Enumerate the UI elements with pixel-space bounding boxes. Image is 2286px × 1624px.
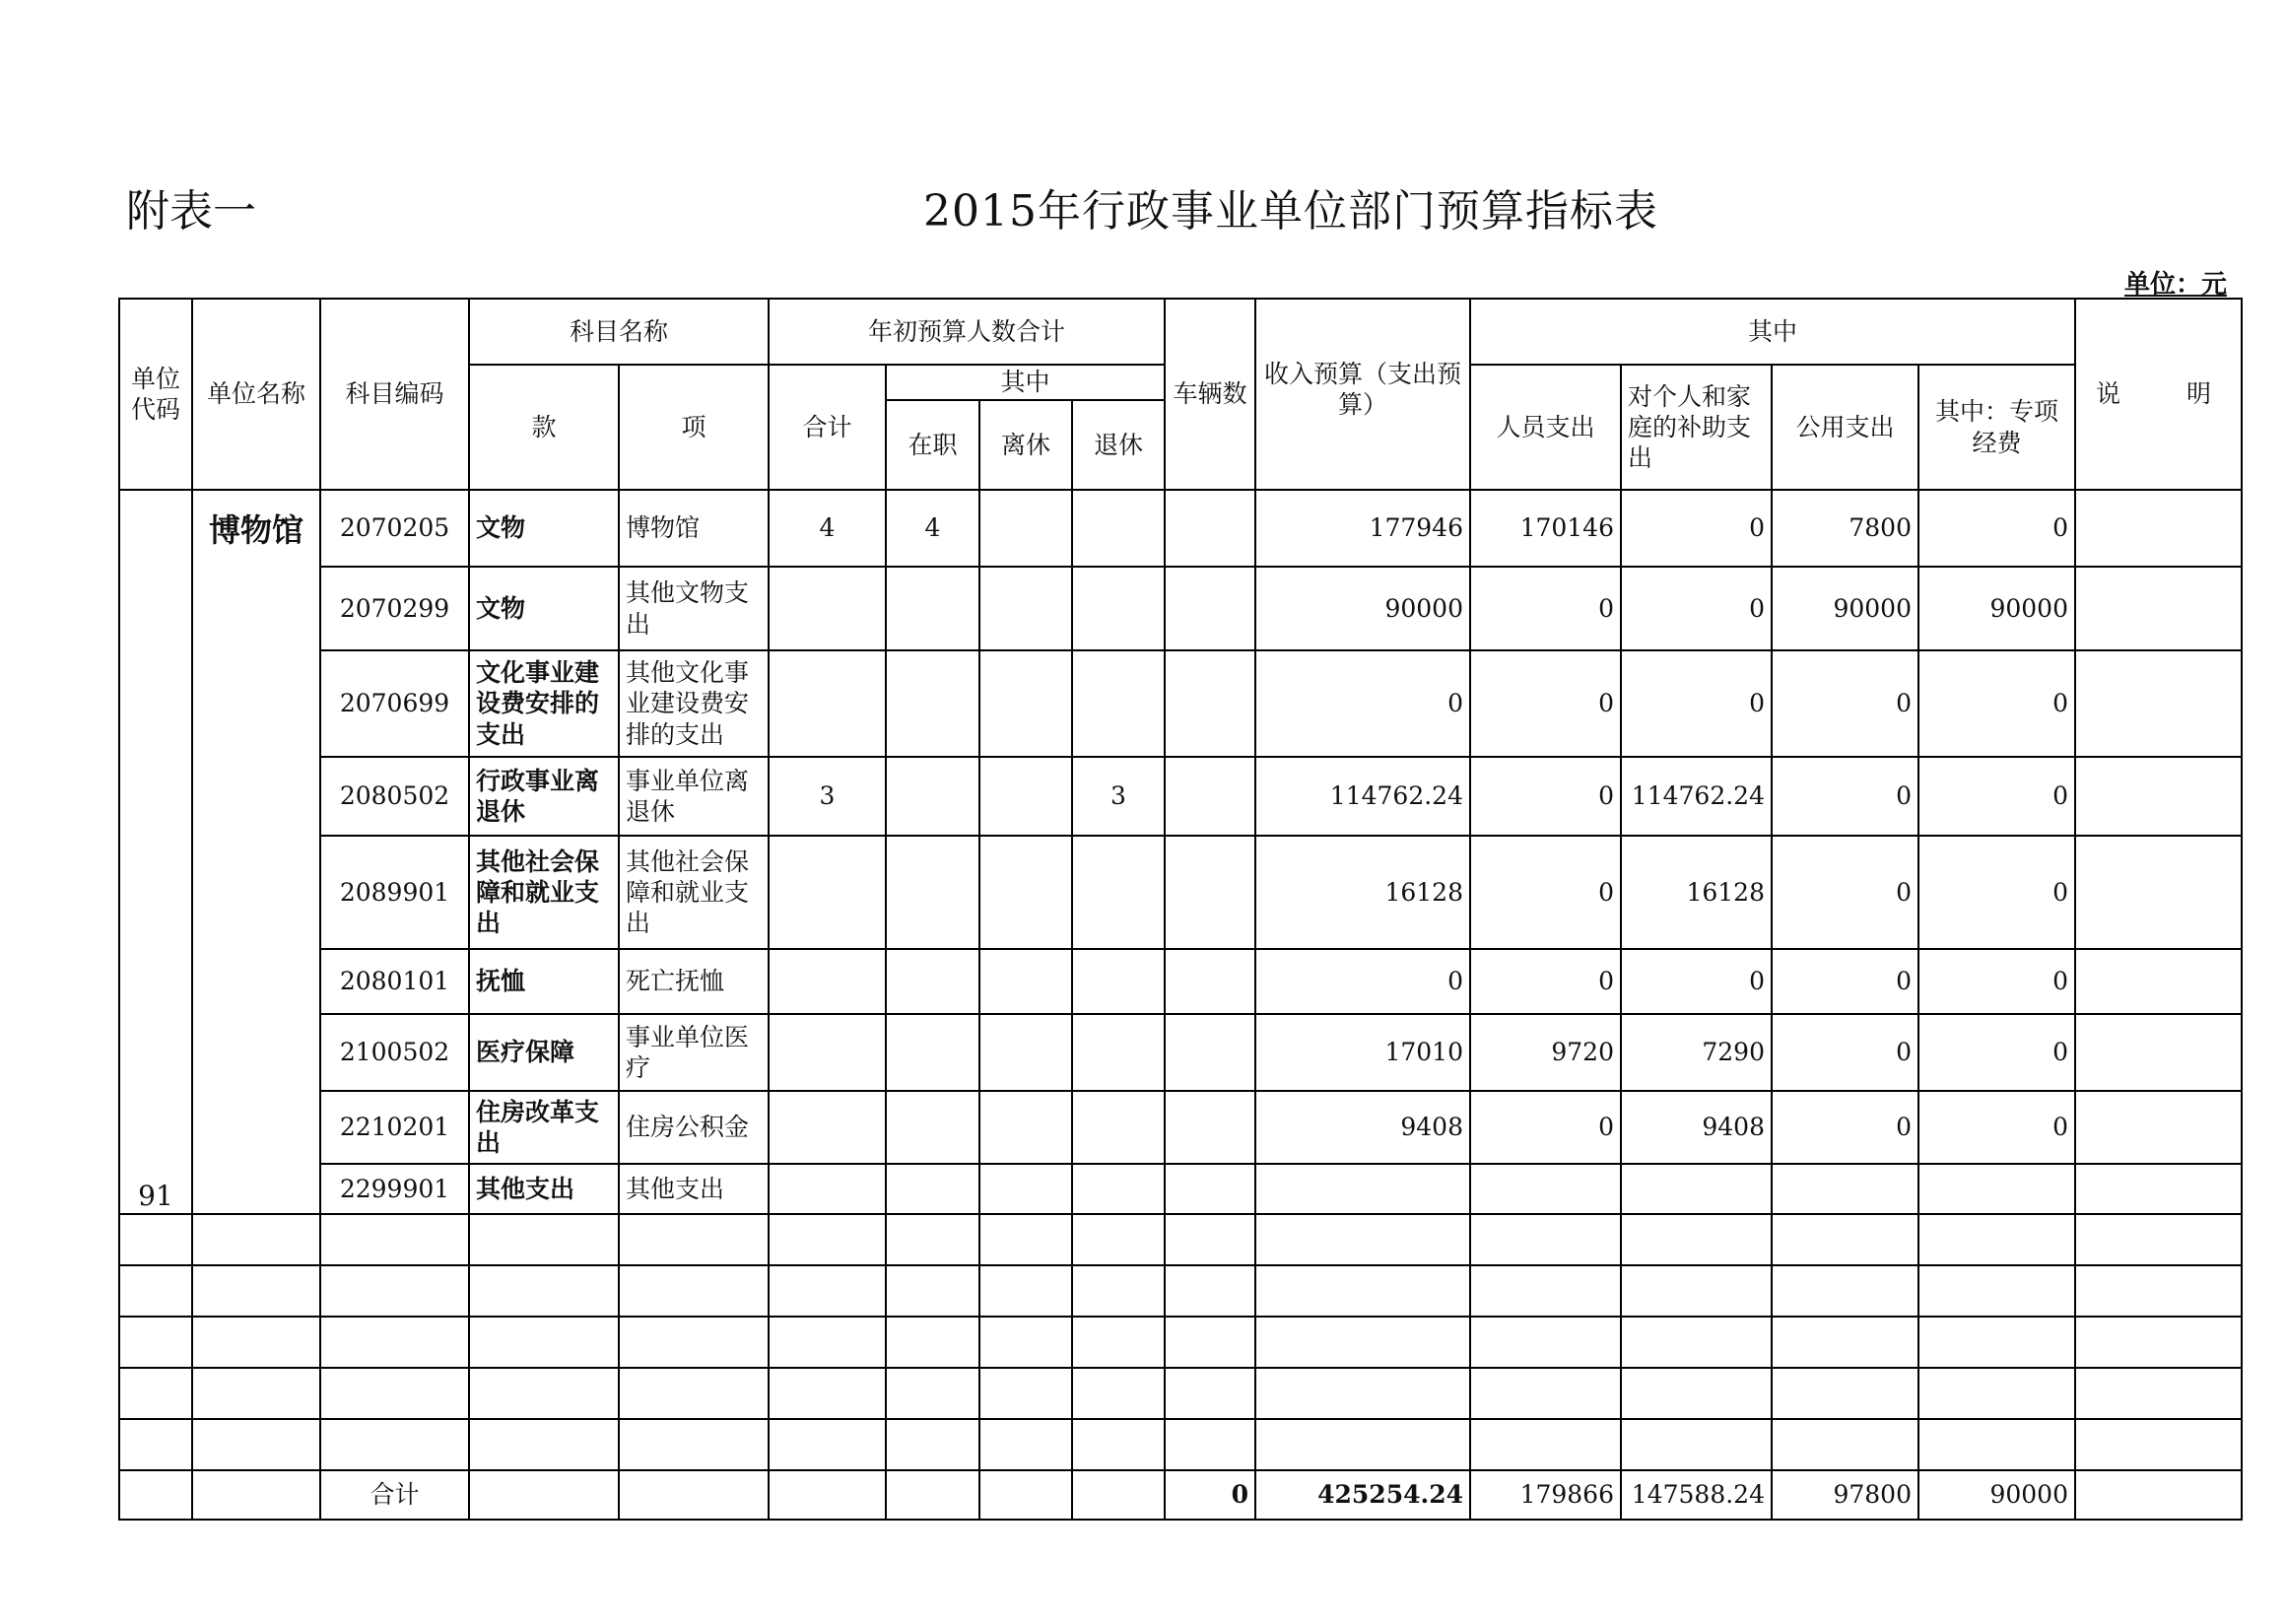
vehicles: [1165, 1014, 1255, 1091]
table-row: [119, 949, 2242, 1014]
header-xiang: 项: [619, 365, 769, 490]
header-income-budget: 收入预算（支出预算）: [1255, 299, 1470, 490]
staff-lixiu: [979, 490, 1072, 567]
public-expense: 0: [1772, 1014, 1918, 1091]
blank-row: [119, 1419, 2242, 1470]
income-budget: 16128: [1255, 836, 1470, 949]
staff-tuixiu: [1072, 1164, 1165, 1214]
table-row: [119, 1164, 2242, 1214]
notes-cell: [2075, 1091, 2242, 1164]
staff-tuixiu: [1072, 949, 1165, 1014]
vehicles: [1165, 949, 1255, 1014]
income-budget: 17010: [1255, 1014, 1470, 1091]
staff-tuixiu: [1072, 567, 1165, 650]
unit-label: 单位：元: [2123, 270, 2227, 300]
notes-cell: [2075, 949, 2242, 1014]
table-row: [119, 757, 2242, 836]
header-staff-total: 合计: [769, 365, 886, 490]
staff-active: [886, 1091, 979, 1164]
special-expense: 0: [1918, 757, 2075, 836]
personnel-expense: 0: [1470, 757, 1621, 836]
subsidy-expense: 0: [1621, 490, 1772, 567]
income-budget: 177946: [1255, 490, 1470, 567]
special-expense: 90000: [1918, 567, 2075, 650]
header-active: 在职: [886, 400, 979, 490]
staff-total: 4: [769, 490, 886, 567]
subsidy-expense: 9408: [1621, 1091, 1772, 1164]
subject-kuan: 其他社会保障和就业支出: [469, 836, 619, 949]
staff-active: [886, 757, 979, 836]
annex-label: 附表一: [126, 186, 256, 237]
table-row: [119, 1091, 2242, 1164]
subject-kuan: 抚恤: [469, 949, 619, 1014]
staff-lixiu: [979, 567, 1072, 650]
staff-active: [886, 1014, 979, 1091]
staff-lixiu: [979, 757, 1072, 836]
subject-kuan: 行政事业离退休: [469, 757, 619, 836]
income-budget: 0: [1255, 949, 1470, 1014]
staff-total: 3: [769, 757, 886, 836]
public-expense: 0: [1772, 650, 1918, 757]
subsidy-expense: 114762.24: [1621, 757, 1772, 836]
unit-name: 博物馆: [192, 490, 320, 1214]
staff-active: [886, 836, 979, 949]
subject-xiang: 其他支出: [619, 1164, 769, 1214]
subject-xiang: 事业单位离退休: [619, 757, 769, 836]
blank-row: [119, 1368, 2242, 1419]
subsidy-expense: [1621, 1164, 1772, 1214]
personnel-expense: 0: [1470, 567, 1621, 650]
vehicles: [1165, 567, 1255, 650]
table-row: [119, 1014, 2242, 1091]
totals-subsidy: 147588.24: [1621, 1470, 1772, 1520]
staff-lixiu: [979, 949, 1072, 1014]
staff-total: [769, 836, 886, 949]
header-personnel: 人员支出: [1470, 365, 1621, 490]
staff-tuixiu: [1072, 650, 1165, 757]
vehicles: [1165, 1164, 1255, 1214]
income-budget: 9408: [1255, 1091, 1470, 1164]
header-subsidy: 对个人和家庭的补助支出: [1621, 365, 1772, 490]
public-expense: 0: [1772, 757, 1918, 836]
staff-total: [769, 1014, 886, 1091]
public-expense: 90000: [1772, 567, 1918, 650]
subject-xiang: 死亡抚恤: [619, 949, 769, 1014]
header-of-which: 其中: [1470, 299, 2075, 365]
page-title: 2015年行政事业单位部门预算指标表: [923, 186, 1658, 237]
header-notes: [2075, 299, 2242, 490]
subject-kuan: 文化事业建设费安排的支出: [469, 650, 619, 757]
subject-xiang: 其他文物支出: [619, 567, 769, 650]
blank-row: [119, 1265, 2242, 1317]
totals-vehicles: 0: [1165, 1470, 1255, 1520]
notes-cell: [2075, 490, 2242, 567]
income-budget: 114762.24: [1255, 757, 1470, 836]
staff-tuixiu: 3: [1072, 757, 1165, 836]
staff-active: [886, 650, 979, 757]
personnel-expense: 0: [1470, 650, 1621, 757]
personnel-expense: 0: [1470, 836, 1621, 949]
staff-active: [886, 949, 979, 1014]
vehicles: [1165, 757, 1255, 836]
staff-total: [769, 1091, 886, 1164]
income-budget: [1255, 1164, 1470, 1214]
personnel-expense: 0: [1470, 949, 1621, 1014]
notes-cell: [2075, 757, 2242, 836]
special-expense: [1918, 1164, 2075, 1214]
table-row: [119, 650, 2242, 757]
staff-total: [769, 567, 886, 650]
subject-xiang: 住房公积金: [619, 1091, 769, 1164]
public-expense: 7800: [1772, 490, 1918, 567]
header-notes-2: 明: [2185, 379, 2211, 409]
table-row: [119, 567, 2242, 650]
staff-tuixiu: [1072, 490, 1165, 567]
blank-row: [119, 1317, 2242, 1368]
notes-cell: [2075, 836, 2242, 949]
subject-kuan: 文物: [469, 490, 619, 567]
staff-total: [769, 650, 886, 757]
totals-public: 97800: [1772, 1470, 1918, 1520]
subject-kuan: 其他支出: [469, 1164, 619, 1214]
blank-row: [119, 1214, 2242, 1265]
subject-xiang: 事业单位医疗: [619, 1014, 769, 1091]
subject-xiang: 博物馆: [619, 490, 769, 567]
subsidy-expense: 0: [1621, 650, 1772, 757]
vehicles: [1165, 490, 1255, 567]
staff-active: [886, 1164, 979, 1214]
header-public: 公用支出: [1772, 365, 1918, 490]
header-row-1: [119, 299, 2242, 365]
table-row: [119, 490, 2242, 567]
income-budget: 90000: [1255, 567, 1470, 650]
public-expense: 0: [1772, 836, 1918, 949]
vehicles: [1165, 1091, 1255, 1164]
personnel-expense: 170146: [1470, 490, 1621, 567]
table-row: [119, 836, 2242, 949]
header-unit-code: 单位代码: [119, 299, 192, 490]
subject-code: 2080101: [320, 949, 469, 1014]
staff-active: 4: [886, 490, 979, 567]
subject-code: 2070699: [320, 650, 469, 757]
special-expense: 0: [1918, 1091, 2075, 1164]
header-notes-1: 说: [2096, 379, 2121, 409]
staff-active: [886, 567, 979, 650]
header-staff-of-which: 其中: [886, 365, 1165, 400]
staff-tuixiu: [1072, 836, 1165, 949]
personnel-expense: [1470, 1164, 1621, 1214]
header-special: 其中：专项经费: [1918, 365, 2075, 490]
staff-lixiu: [979, 1091, 1072, 1164]
header-kuan: 款: [469, 365, 619, 490]
subject-xiang: 其他社会保障和就业支出: [619, 836, 769, 949]
totals-special: 90000: [1918, 1470, 2075, 1520]
header-unit-name: 单位名称: [192, 299, 320, 490]
subsidy-expense: 0: [1621, 567, 1772, 650]
personnel-expense: 0: [1470, 1091, 1621, 1164]
staff-total: [769, 949, 886, 1014]
subject-code: 2210201: [320, 1091, 469, 1164]
subject-code: 2299901: [320, 1164, 469, 1214]
notes-cell: [2075, 567, 2242, 650]
subsidy-expense: 16128: [1621, 836, 1772, 949]
totals-income: 425254.24: [1255, 1470, 1470, 1520]
notes-cell: [2075, 650, 2242, 757]
totals-row: [119, 1470, 2242, 1520]
subsidy-expense: 0: [1621, 949, 1772, 1014]
staff-total: [769, 1164, 886, 1214]
notes-cell: [2075, 1164, 2242, 1214]
subsidy-expense: 7290: [1621, 1014, 1772, 1091]
header-vehicles: 车辆数: [1165, 299, 1255, 490]
special-expense: 0: [1918, 1014, 2075, 1091]
header-subject-name: 科目名称: [469, 299, 769, 365]
header-lixiu: 离休: [979, 400, 1072, 490]
header-staff-total-group: 年初预算人数合计: [769, 299, 1165, 365]
staff-lixiu: [979, 1014, 1072, 1091]
totals-personnel: 179866: [1470, 1470, 1621, 1520]
staff-lixiu: [979, 1164, 1072, 1214]
staff-tuixiu: [1072, 1014, 1165, 1091]
special-expense: 0: [1918, 836, 2075, 949]
public-expense: [1772, 1164, 1918, 1214]
header-subject-code: 科目编码: [320, 299, 469, 490]
subject-code: 2100502: [320, 1014, 469, 1091]
subject-kuan: 住房改革支出: [469, 1091, 619, 1164]
subject-kuan: 文物: [469, 567, 619, 650]
unit-code: 91: [119, 490, 192, 1214]
special-expense: 0: [1918, 490, 2075, 567]
subject-code: 2070299: [320, 567, 469, 650]
vehicles: [1165, 650, 1255, 757]
budget-table: [118, 298, 2243, 1521]
special-expense: 0: [1918, 949, 2075, 1014]
income-budget: 0: [1255, 650, 1470, 757]
staff-tuixiu: [1072, 1091, 1165, 1164]
subject-kuan: 医疗保障: [469, 1014, 619, 1091]
vehicles: [1165, 836, 1255, 949]
staff-lixiu: [979, 650, 1072, 757]
public-expense: 0: [1772, 1091, 1918, 1164]
personnel-expense: 9720: [1470, 1014, 1621, 1091]
notes-cell: [2075, 1014, 2242, 1091]
staff-lixiu: [979, 836, 1072, 949]
subject-code: 2070205: [320, 490, 469, 567]
subject-code: 2089901: [320, 836, 469, 949]
public-expense: 0: [1772, 949, 1918, 1014]
totals-label: 合计: [320, 1470, 469, 1520]
subject-xiang: 其他文化事业建设费安排的支出: [619, 650, 769, 757]
subject-code: 2080502: [320, 757, 469, 836]
special-expense: 0: [1918, 650, 2075, 757]
header-tuixiu: 退休: [1072, 400, 1165, 490]
